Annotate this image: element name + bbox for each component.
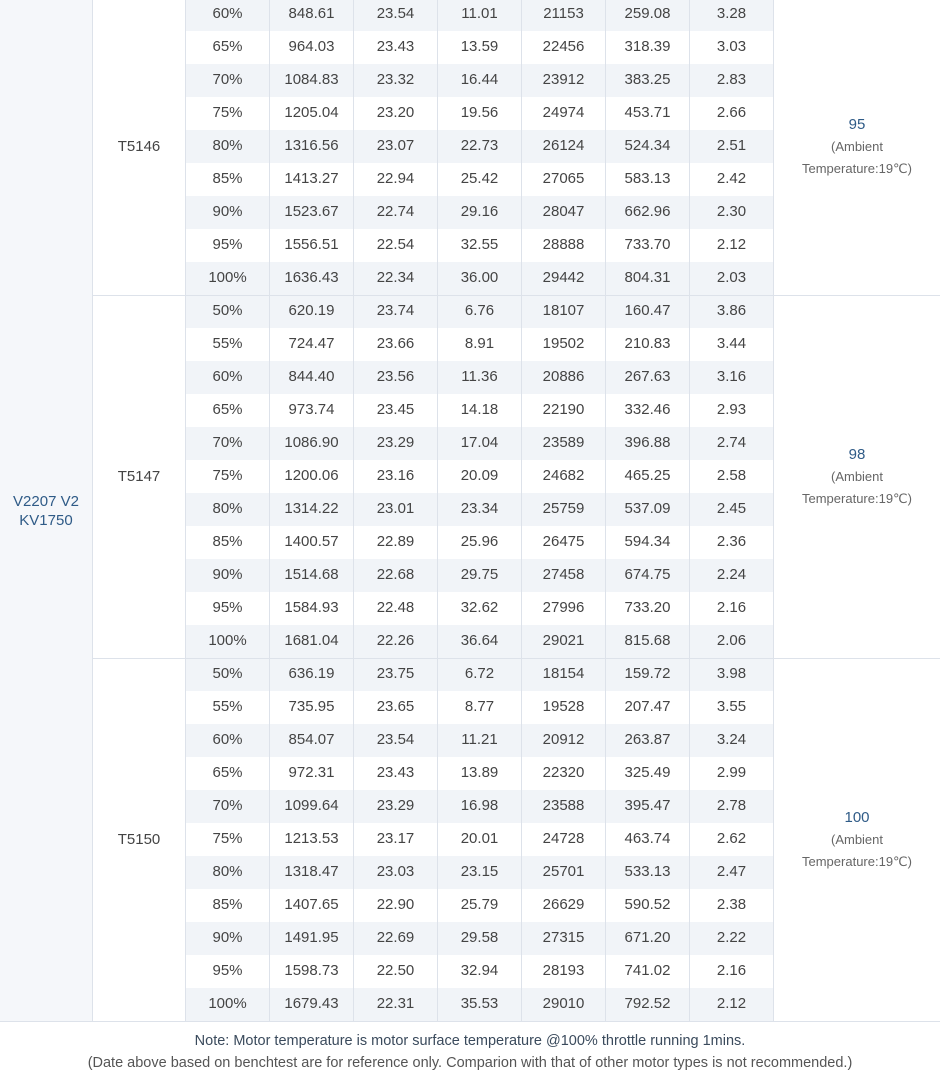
table-cell: 85%: [186, 163, 270, 196]
table-cell: 16.44: [438, 64, 522, 97]
table-cell: 19502: [522, 328, 606, 361]
table-cell: 29442: [522, 262, 606, 295]
table-cell: 80%: [186, 856, 270, 889]
table-cell: 6.72: [438, 658, 522, 691]
table-cell: 1084.83: [270, 64, 354, 97]
table-cell: 973.74: [270, 394, 354, 427]
table-cell: 22.94: [354, 163, 438, 196]
table-cell: 90%: [186, 196, 270, 229]
footnote-line-2: (Date above based on benchtest are for reference only. Comparion with that of other motor types is not recommended.): [87, 1055, 853, 1071]
table-cell: 2.66: [690, 97, 774, 130]
table-cell: 90%: [186, 559, 270, 592]
table-row: [186, 625, 774, 658]
footnote-line-1: Note: Motor temperature is motor surface temperature @100% throttle running 1mins.: [194, 1033, 746, 1049]
table-cell: 24682: [522, 460, 606, 493]
table-cell: 28047: [522, 196, 606, 229]
table-cell: 22320: [522, 757, 606, 790]
table-cell: 1200.06: [270, 460, 354, 493]
motor-model-line: V2207 V2: [13, 492, 79, 510]
table-cell: 23.15: [438, 856, 522, 889]
table-cell: 964.03: [270, 31, 354, 64]
table-cell: 14.18: [438, 394, 522, 427]
motor-kv-line: KV1750: [19, 511, 73, 529]
table-cell: 1407.65: [270, 889, 354, 922]
table-cell: 465.25: [606, 460, 690, 493]
table-cell: 55%: [186, 328, 270, 361]
table-cell: 22.34: [354, 262, 438, 295]
group-divider: [93, 295, 940, 296]
table-cell: 11.21: [438, 724, 522, 757]
prop-group: [0, 0, 940, 295]
table-cell: 70%: [186, 427, 270, 460]
motor-temperature-value: 98: [848, 445, 866, 463]
table-cell: 23912: [522, 64, 606, 97]
table-cell: 23.56: [354, 361, 438, 394]
table-cell: 2.58: [690, 460, 774, 493]
table-row: [186, 262, 774, 295]
table-cell: 537.09: [606, 493, 690, 526]
table-cell: 18107: [522, 295, 606, 328]
data-rows: [186, 0, 774, 295]
table-cell: 23.29: [354, 790, 438, 823]
table-cell: 804.31: [606, 262, 690, 295]
table-cell: 29.16: [438, 196, 522, 229]
table-cell: 2.62: [690, 823, 774, 856]
table-row: [186, 955, 774, 988]
table-cell: 1099.64: [270, 790, 354, 823]
table-cell: 25701: [522, 856, 606, 889]
table-cell: 80%: [186, 493, 270, 526]
table-row: [186, 130, 774, 163]
table-cell: 8.77: [438, 691, 522, 724]
table-cell: 20912: [522, 724, 606, 757]
table-cell: 27458: [522, 559, 606, 592]
table-cell: 8.91: [438, 328, 522, 361]
table-cell: 29.75: [438, 559, 522, 592]
table-cell: 724.47: [270, 328, 354, 361]
table-cell: 2.83: [690, 64, 774, 97]
table-cell: 3.44: [690, 328, 774, 361]
table-cell: 1556.51: [270, 229, 354, 262]
table-cell: 23.32: [354, 64, 438, 97]
table-row: [186, 889, 774, 922]
table-row: [186, 856, 774, 889]
table-cell: 674.75: [606, 559, 690, 592]
table-cell: 3.98: [690, 658, 774, 691]
table-cell: 100%: [186, 625, 270, 658]
table-cell: 60%: [186, 361, 270, 394]
table-cell: 32.55: [438, 229, 522, 262]
prop-name-cell: T5147: [93, 295, 186, 658]
table-cell: 1636.43: [270, 262, 354, 295]
table-cell: 22.68: [354, 559, 438, 592]
table-cell: 23.01: [354, 493, 438, 526]
table-cell: 2.12: [690, 988, 774, 1021]
table-cell: 36.00: [438, 262, 522, 295]
table-cell: 22.90: [354, 889, 438, 922]
table-cell: 844.40: [270, 361, 354, 394]
table-cell: 735.95: [270, 691, 354, 724]
table-row: [186, 328, 774, 361]
table-cell: 85%: [186, 526, 270, 559]
ambient-temperature-note: Temperature:19℃): [802, 160, 912, 176]
table-cell: 22.89: [354, 526, 438, 559]
table-cell: 23.75: [354, 658, 438, 691]
table-cell: 23588: [522, 790, 606, 823]
table-cell: 453.71: [606, 97, 690, 130]
table-cell: 2.06: [690, 625, 774, 658]
table-cell: 2.74: [690, 427, 774, 460]
table-cell: 21153: [522, 0, 606, 31]
table-cell: 671.20: [606, 922, 690, 955]
table-cell: 2.30: [690, 196, 774, 229]
table-cell: 11.36: [438, 361, 522, 394]
table-cell: 583.13: [606, 163, 690, 196]
table-cell: 1213.53: [270, 823, 354, 856]
table-cell: 620.19: [270, 295, 354, 328]
table-cell: 815.68: [606, 625, 690, 658]
table-cell: 27065: [522, 163, 606, 196]
table-cell: 3.03: [690, 31, 774, 64]
table-cell: 2.47: [690, 856, 774, 889]
table-cell: 23.16: [354, 460, 438, 493]
table-row: [186, 394, 774, 427]
table-cell: 80%: [186, 130, 270, 163]
table-cell: 2.36: [690, 526, 774, 559]
table-cell: 2.38: [690, 889, 774, 922]
table-row: [186, 724, 774, 757]
table-row: [186, 988, 774, 1021]
motor-temperature-value: 100: [844, 808, 870, 826]
table-bottom-divider: [0, 1021, 940, 1022]
table-cell: 332.46: [606, 394, 690, 427]
table-cell: 160.47: [606, 295, 690, 328]
table-cell: 65%: [186, 394, 270, 427]
table-cell: 325.49: [606, 757, 690, 790]
table-cell: 23.43: [354, 31, 438, 64]
table-cell: 395.47: [606, 790, 690, 823]
table-row: [186, 493, 774, 526]
ambient-temperature-note: (Ambient: [830, 468, 884, 484]
table-cell: 854.07: [270, 724, 354, 757]
table-cell: 23.34: [438, 493, 522, 526]
table-cell: 1314.22: [270, 493, 354, 526]
table-cell: 23.54: [354, 724, 438, 757]
table-cell: 263.87: [606, 724, 690, 757]
table-cell: 1598.73: [270, 955, 354, 988]
footnote: [0, 1030, 940, 1074]
table-cell: 636.19: [270, 658, 354, 691]
table-cell: 1523.67: [270, 196, 354, 229]
table-cell: 100%: [186, 262, 270, 295]
table-cell: 19.56: [438, 97, 522, 130]
table-row: [186, 691, 774, 724]
table-cell: 23.29: [354, 427, 438, 460]
table-cell: 13.59: [438, 31, 522, 64]
table-cell: 60%: [186, 0, 270, 31]
table-row: [186, 427, 774, 460]
table-cell: 25.79: [438, 889, 522, 922]
table-cell: 26629: [522, 889, 606, 922]
table-cell: 23.45: [354, 394, 438, 427]
table-cell: 1491.95: [270, 922, 354, 955]
table-cell: 1205.04: [270, 97, 354, 130]
table-row: [186, 97, 774, 130]
table-row: [186, 790, 774, 823]
prop-name-cell: T5146: [93, 0, 186, 295]
table-cell: 13.89: [438, 757, 522, 790]
table-row: [186, 361, 774, 394]
data-rows: [186, 658, 774, 1021]
table-cell: 741.02: [606, 955, 690, 988]
table-cell: 65%: [186, 757, 270, 790]
table-cell: 22.26: [354, 625, 438, 658]
table-row: [186, 823, 774, 856]
prop-group: [0, 658, 940, 1021]
table-cell: 22.54: [354, 229, 438, 262]
table-cell: 2.93: [690, 394, 774, 427]
table-cell: 594.34: [606, 526, 690, 559]
table-cell: 29.58: [438, 922, 522, 955]
table-cell: 70%: [186, 790, 270, 823]
table-cell: 159.72: [606, 658, 690, 691]
table-cell: 1679.43: [270, 988, 354, 1021]
table-cell: 32.94: [438, 955, 522, 988]
table-cell: 35.53: [438, 988, 522, 1021]
table-cell: 590.52: [606, 889, 690, 922]
table-row: [186, 460, 774, 493]
table-cell: 22190: [522, 394, 606, 427]
table-cell: 27996: [522, 592, 606, 625]
table-cell: 396.88: [606, 427, 690, 460]
table-cell: 733.20: [606, 592, 690, 625]
table-cell: 259.08: [606, 0, 690, 31]
table-cell: 70%: [186, 64, 270, 97]
table-cell: 3.28: [690, 0, 774, 31]
table-cell: 28888: [522, 229, 606, 262]
table-cell: 972.31: [270, 757, 354, 790]
prop-name-cell: T5150: [93, 658, 186, 1021]
table-row: [186, 0, 774, 31]
table-cell: 90%: [186, 922, 270, 955]
table-cell: 1681.04: [270, 625, 354, 658]
table-cell: 267.63: [606, 361, 690, 394]
table-cell: 3.55: [690, 691, 774, 724]
table-cell: 1413.27: [270, 163, 354, 196]
table-cell: 3.24: [690, 724, 774, 757]
table-cell: 25759: [522, 493, 606, 526]
table-cell: 733.70: [606, 229, 690, 262]
table-row: [186, 559, 774, 592]
table-cell: 19528: [522, 691, 606, 724]
motor-temperature-value: 95: [848, 115, 866, 133]
table-cell: 22.50: [354, 955, 438, 988]
table-row: [186, 229, 774, 262]
table-cell: 463.74: [606, 823, 690, 856]
table-cell: 95%: [186, 955, 270, 988]
ambient-temperature-note: Temperature:19℃): [802, 853, 912, 869]
table-cell: 23.74: [354, 295, 438, 328]
table-cell: 2.51: [690, 130, 774, 163]
table-cell: 95%: [186, 229, 270, 262]
table-cell: 23.54: [354, 0, 438, 31]
motor-temperature-cell: [774, 0, 940, 295]
table-cell: 23.65: [354, 691, 438, 724]
table-cell: 65%: [186, 31, 270, 64]
table-cell: 1584.93: [270, 592, 354, 625]
table-cell: 50%: [186, 658, 270, 691]
table-cell: 29010: [522, 988, 606, 1021]
table-cell: 75%: [186, 460, 270, 493]
table-cell: 22.74: [354, 196, 438, 229]
group-divider: [93, 658, 940, 659]
table-cell: 20886: [522, 361, 606, 394]
table-cell: 22.73: [438, 130, 522, 163]
table-cell: 100%: [186, 988, 270, 1021]
table-cell: 2.16: [690, 955, 774, 988]
table-cell: 1400.57: [270, 526, 354, 559]
table-cell: 23.20: [354, 97, 438, 130]
motor-temperature-cell: [774, 295, 940, 658]
table-cell: 75%: [186, 823, 270, 856]
table-row: [186, 592, 774, 625]
table-cell: 26124: [522, 130, 606, 163]
table-row: [186, 196, 774, 229]
table-cell: 383.25: [606, 64, 690, 97]
table-cell: 23.43: [354, 757, 438, 790]
data-rows: [186, 295, 774, 658]
table-cell: 2.12: [690, 229, 774, 262]
table-cell: 23589: [522, 427, 606, 460]
motor-temperature-cell: [774, 658, 940, 1021]
table-row: [186, 658, 774, 691]
table-cell: 2.22: [690, 922, 774, 955]
table-cell: 1318.47: [270, 856, 354, 889]
table-cell: 2.16: [690, 592, 774, 625]
table-row: [186, 922, 774, 955]
table-cell: 25.96: [438, 526, 522, 559]
table-cell: 3.86: [690, 295, 774, 328]
table-cell: 2.42: [690, 163, 774, 196]
ambient-temperature-note: Temperature:19℃): [802, 490, 912, 506]
table-cell: 792.52: [606, 988, 690, 1021]
table-cell: 524.34: [606, 130, 690, 163]
table-cell: 22.31: [354, 988, 438, 1021]
table-cell: 1514.68: [270, 559, 354, 592]
table-cell: 11.01: [438, 0, 522, 31]
table-cell: 28193: [522, 955, 606, 988]
prop-group: [0, 295, 940, 658]
table-cell: 23.66: [354, 328, 438, 361]
table-cell: 60%: [186, 724, 270, 757]
ambient-temperature-note: (Ambient: [830, 138, 884, 154]
table-cell: 848.61: [270, 0, 354, 31]
table-cell: 16.98: [438, 790, 522, 823]
table-cell: 32.62: [438, 592, 522, 625]
table-cell: 2.24: [690, 559, 774, 592]
table-row: [186, 526, 774, 559]
table-cell: 23.03: [354, 856, 438, 889]
table-cell: 26475: [522, 526, 606, 559]
table-cell: 1086.90: [270, 427, 354, 460]
table-cell: 75%: [186, 97, 270, 130]
table-cell: 2.03: [690, 262, 774, 295]
table-cell: 318.39: [606, 31, 690, 64]
table-cell: 207.47: [606, 691, 690, 724]
table-cell: 1316.56: [270, 130, 354, 163]
table-cell: 22.48: [354, 592, 438, 625]
table-cell: 6.76: [438, 295, 522, 328]
table-cell: 533.13: [606, 856, 690, 889]
table-row: [186, 295, 774, 328]
table-cell: 22.69: [354, 922, 438, 955]
table-cell: 36.64: [438, 625, 522, 658]
table-cell: 95%: [186, 592, 270, 625]
table-cell: 18154: [522, 658, 606, 691]
table-cell: 50%: [186, 295, 270, 328]
table-cell: 27315: [522, 922, 606, 955]
table-cell: 2.78: [690, 790, 774, 823]
table-cell: 3.16: [690, 361, 774, 394]
table-cell: 85%: [186, 889, 270, 922]
table-cell: 24974: [522, 97, 606, 130]
table-row: [186, 757, 774, 790]
table-row: [186, 163, 774, 196]
table-cell: 23.07: [354, 130, 438, 163]
table-cell: 24728: [522, 823, 606, 856]
table-cell: 210.83: [606, 328, 690, 361]
table-cell: 25.42: [438, 163, 522, 196]
table-cell: 2.99: [690, 757, 774, 790]
table-cell: 55%: [186, 691, 270, 724]
table-cell: 662.96: [606, 196, 690, 229]
table-row: [186, 31, 774, 64]
table-cell: 22456: [522, 31, 606, 64]
table-cell: 2.45: [690, 493, 774, 526]
table-row: [186, 64, 774, 97]
ambient-temperature-note: (Ambient: [830, 831, 884, 847]
table-cell: 20.09: [438, 460, 522, 493]
table-cell: 17.04: [438, 427, 522, 460]
table-cell: 29021: [522, 625, 606, 658]
table-cell: 23.17: [354, 823, 438, 856]
table-cell: 20.01: [438, 823, 522, 856]
